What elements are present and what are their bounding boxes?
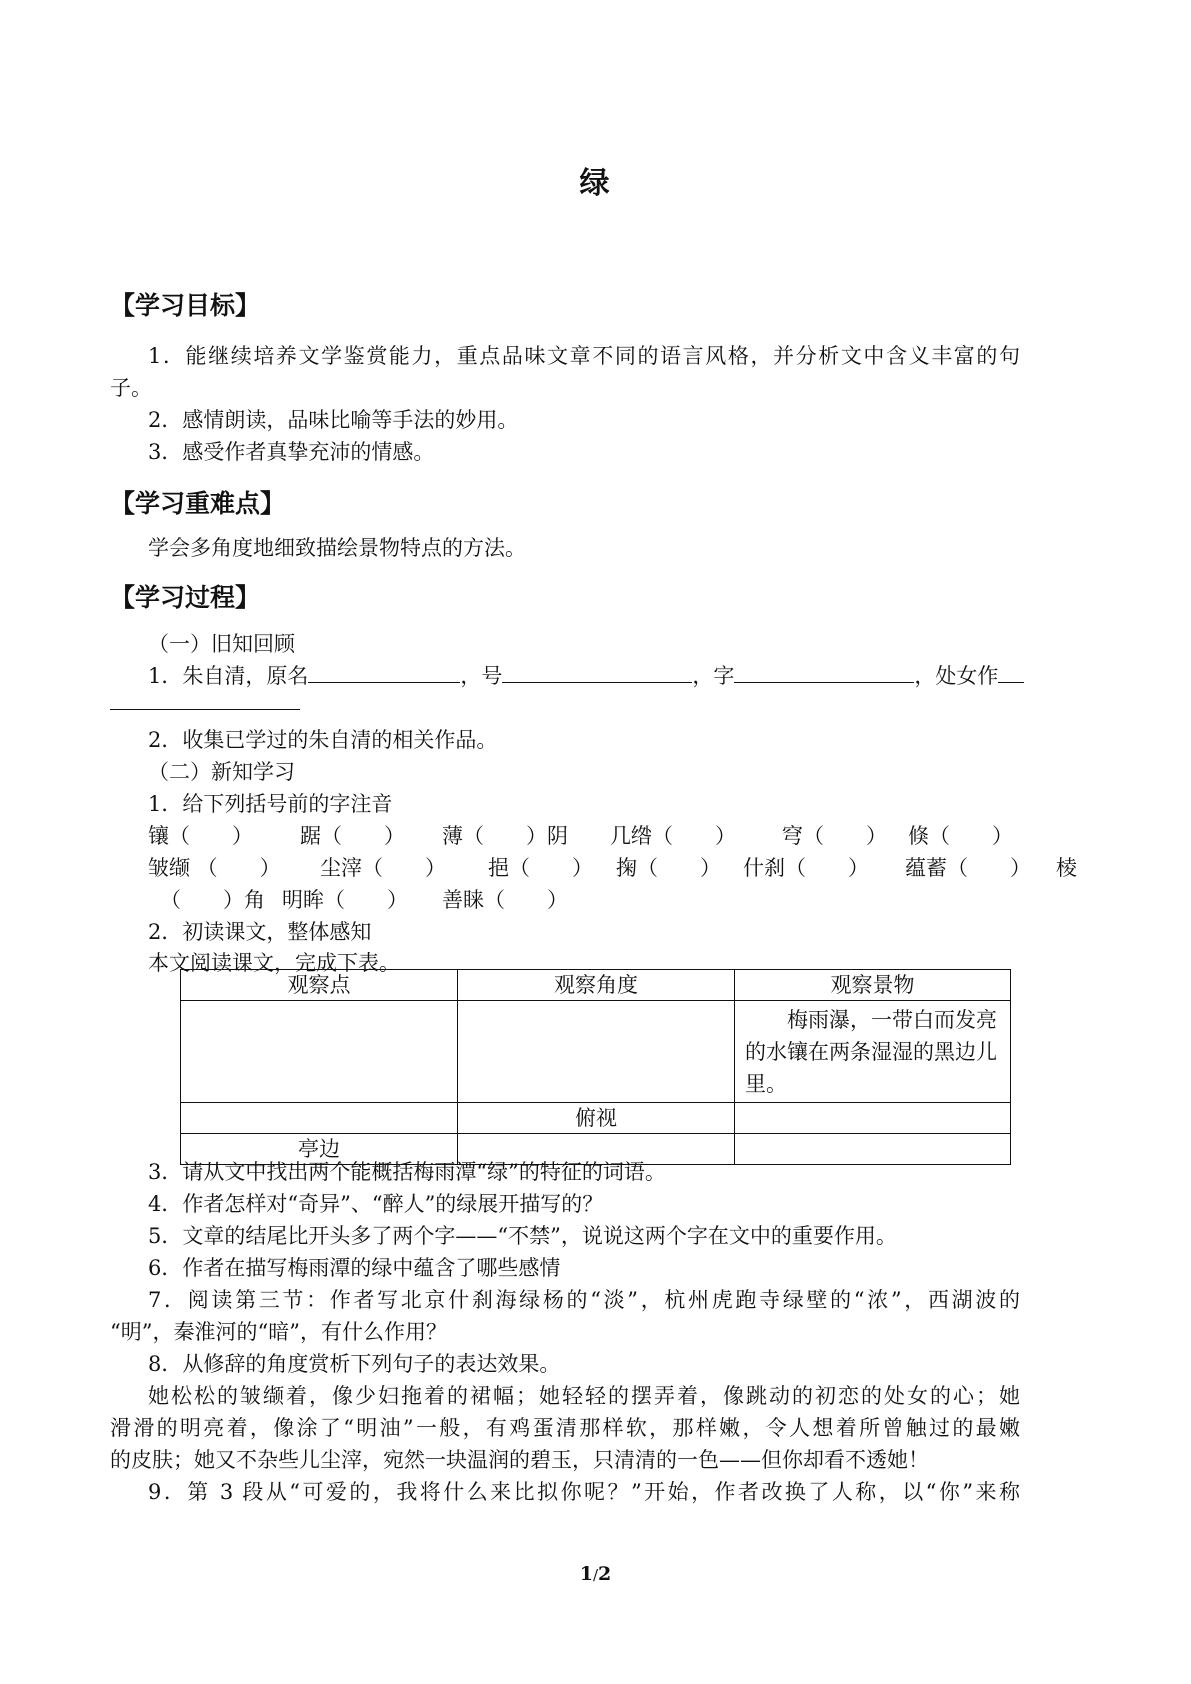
goal-1-line-1: 1．能继续培养文学鉴赏能力，重点品味文章不同的语言风格，并分析文中含义丰富的句	[148, 344, 1020, 368]
question-1-1	[148, 660, 1024, 692]
question-8-quote-line-3: 的皮肤；她又不杂些儿尘滓，宛然一块温润的碧玉，只清清的一色——但你却看不透她！	[110, 1448, 929, 1472]
section-heading-process: 【学习过程】	[110, 583, 261, 612]
pinyin-item: 踞（ ）	[300, 824, 405, 848]
blank-first-work-a[interactable]	[998, 660, 1024, 683]
pinyin-row-1	[0, 820, 1191, 852]
pinyin-item: 薄（ ）阴	[442, 824, 568, 848]
question-7-line-2: “明”，秦淮河的“暗”，有什么作用？	[110, 1320, 447, 1344]
blank-hao[interactable]	[502, 660, 692, 683]
pinyin-item: 皱缬 （ ）	[148, 856, 281, 880]
table-row	[181, 1103, 1011, 1134]
question-3: 3．请从文中找出两个能概括梅雨潭“绿”的特征的词语。	[148, 1160, 666, 1184]
table-cell: 亭边	[181, 1134, 458, 1165]
question-4: 4．作者怎样对“奇异”、“醉人”的绿展开描写的？	[148, 1192, 604, 1216]
table-header-cell: 观察点	[181, 970, 458, 1001]
goal-2: 2．感情朗读，品味比喻等手法的妙用。	[148, 408, 519, 432]
pinyin-item: 什刹（ ）	[743, 856, 869, 880]
q1-text-d: ，处女作	[914, 664, 999, 688]
part-1-heading: （一）旧知回顾	[148, 632, 295, 656]
table-cell[interactable]	[181, 1001, 458, 1103]
question-2-2-instruction: 本文阅读课文，完成下表。	[148, 951, 400, 975]
table-cell[interactable]	[735, 1103, 1011, 1134]
pinyin-item: 镶（ ）	[148, 824, 253, 848]
q1-text-c: ，字	[692, 664, 735, 688]
section-heading-goals: 【学习目标】	[110, 291, 261, 320]
goal-1-line-2: 子。	[110, 376, 152, 400]
q1-text-a: 1．朱自清，原名	[148, 664, 309, 688]
pinyin-item: 挹（ ）	[488, 856, 593, 880]
page-title: 绿	[579, 166, 612, 201]
table-header-cell: 观察角度	[458, 970, 735, 1001]
pinyin-row-3	[0, 884, 1191, 916]
table-cell[interactable]	[735, 1134, 1011, 1165]
pinyin-item: 蕴蓄（ ）	[905, 856, 1031, 880]
part-2-heading: （二）新知学习	[148, 760, 295, 784]
page-separator: /	[592, 1566, 599, 1584]
question-6: 6．作者在描写梅雨潭的绿中蕴含了哪些感情	[148, 1256, 561, 1280]
question-8-quote-line-1: 她松松的皱缬着，像少妇拖着的裙幅；她轻轻的摆弄着，像跳动的初恋的处女的心；她	[148, 1384, 1020, 1408]
pinyin-row-2	[0, 852, 1191, 884]
blank-first-work-b[interactable]	[110, 693, 300, 710]
pinyin-item: 尘滓（ ）	[320, 856, 446, 880]
pinyin-item: （ ）角	[160, 888, 265, 912]
question-1-2: 2．收集已学过的朱自清的相关作品。	[148, 728, 498, 752]
page-total: 2	[598, 1563, 612, 1585]
pinyin-item: 倏（ ）	[908, 824, 1013, 848]
goal-3: 3．感受作者真挚充沛的情感。	[148, 440, 435, 464]
table-header-cell: 观察景物	[735, 970, 1011, 1001]
section-heading-key-points: 【学习重难点】	[110, 489, 286, 518]
pinyin-item: 善睐（ ）	[442, 888, 568, 912]
page-current: 1	[579, 1563, 593, 1585]
blank-zi[interactable]	[734, 660, 914, 683]
pinyin-item: 明眸（ ）	[282, 888, 408, 912]
table-header-row	[181, 970, 1011, 1001]
question-2-2: 2．初读课文，整体感知	[148, 920, 372, 944]
question-9: 9．第 3 段从“可爱的，我将什么来比拟你呢？”开始，作者改换了人称，以“你”来称	[148, 1480, 1020, 1504]
table-cell: 俯视	[458, 1103, 735, 1134]
observation-table	[180, 969, 1011, 1165]
q1-text-b: ，号	[460, 664, 503, 688]
question-8-quote-line-2: 滑滑的明亮着，像涂了“明油”一般，有鸡蛋清那样软，那样嫩，令人想着所曾触过的最嫩	[110, 1416, 1020, 1440]
table-cell[interactable]	[458, 1001, 735, 1103]
pinyin-item: 棱	[1056, 856, 1077, 880]
key-points-text: 学会多角度地细致描绘景物特点的方法。	[148, 536, 526, 560]
table-cell-text: 梅雨瀑，一带白而发亮的水镶在两条湿湿的黑边儿里。	[745, 1008, 997, 1096]
pinyin-item: 几绺（ ）	[610, 824, 736, 848]
blank-original-name[interactable]	[308, 660, 460, 683]
table-cell[interactable]	[181, 1103, 458, 1134]
pinyin-item: 掬（ ）	[616, 856, 721, 880]
pinyin-item: 穹（ ）	[782, 824, 887, 848]
page-number	[0, 1563, 1191, 1585]
table-row	[181, 1001, 1011, 1103]
table-cell	[735, 1001, 1011, 1103]
question-5: 5．文章的结尾比开头多了两个字——“不禁”，说说这两个字在文中的重要作用。	[148, 1224, 897, 1248]
question-2-1: 1．给下列括号前的字注音	[148, 792, 393, 816]
question-7-line-1: 7．阅读第三节：作者写北京什刹海绿杨的“淡”，杭州虎跑寺绿壁的“浓”，西湖波的	[148, 1288, 1020, 1312]
question-8: 8．从修辞的角度赏析下列句子的表达效果。	[148, 1352, 561, 1376]
